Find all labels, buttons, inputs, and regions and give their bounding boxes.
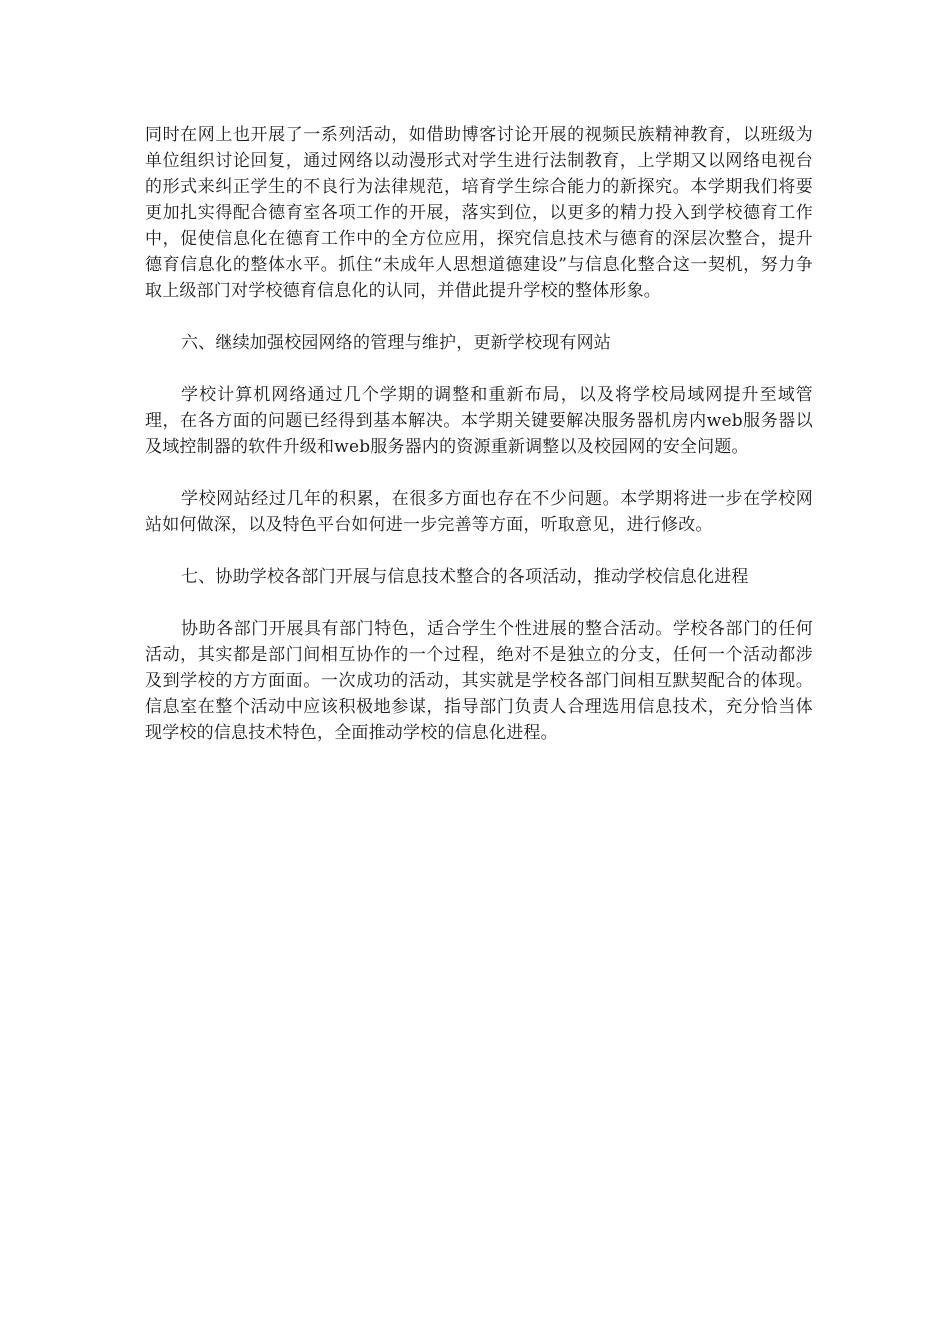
paragraph-network-management: 学校计算机网络通过几个学期的调整和重新布局，以及将学校局域网提升至域管理，在各方面的问题已经得到基本解决。本学期关键要解决服务器机房内web服务器以及域控制器的软件升级和web服务器内的资源重新调整以及校园网的安全问题。 xyxy=(145,385,813,457)
document-body xyxy=(145,122,813,772)
paragraph-intro-continued: 同时在网上也开展了一系列活动，如借助博客讨论开展的视频民族精神教育，以班级为单位组织讨论回复，通过网络以动漫形式对学生进行法制教育，上学期又以网络电视台的形式来纠正学生的不良行为法律规范，培育学生综合能力的新探究。本学期我们将要更加扎实得配合德育室各项工作的开展，落实到位，以更多的精力投入到学校德育工作中，促使信息化在德育工作中的全方位应用，探究信息技术与德育的深层次整合，提升德育信息化的整体水平。抓住“未成年人思想道德建设”与信息化整合这一契机，努力争取上级部门对学校德育信息化的认同，并借此提升学校的整体形象。 xyxy=(145,125,813,301)
paragraph-department-cooperation: 协助各部门开展具有部门特色，适合学生个性进展的整合活动。学校各部门的任何活动，其实都是部门间相互协作的一个过程，绝对不是独立的分支，任何一个活动都涉及到学校的方方面面。一次成功的活动，其实就是学校各部门间相互默契配合的体现。信息室在整个活动中应该积极地参谋，指导部门负责人合理选用信息技术，充分恰当体现学校的信息技术特色，全面推动学校的信息化进程。 xyxy=(145,619,813,743)
section-heading-seven: 七、协助学校各部门开展与信息技术整合的各项活动，推动学校信息化进程 xyxy=(181,567,749,587)
section-heading-six: 六、继续加强校园网络的管理与维护，更新学校现有网站 xyxy=(181,333,611,353)
paragraph-website-improvement: 学校网站经过几年的积累，在很多方面也存在不少问题。本学期将进一步在学校网站如何做深，以及特色平台如何进一步完善等方面，听取意见，进行修改。 xyxy=(145,489,813,535)
